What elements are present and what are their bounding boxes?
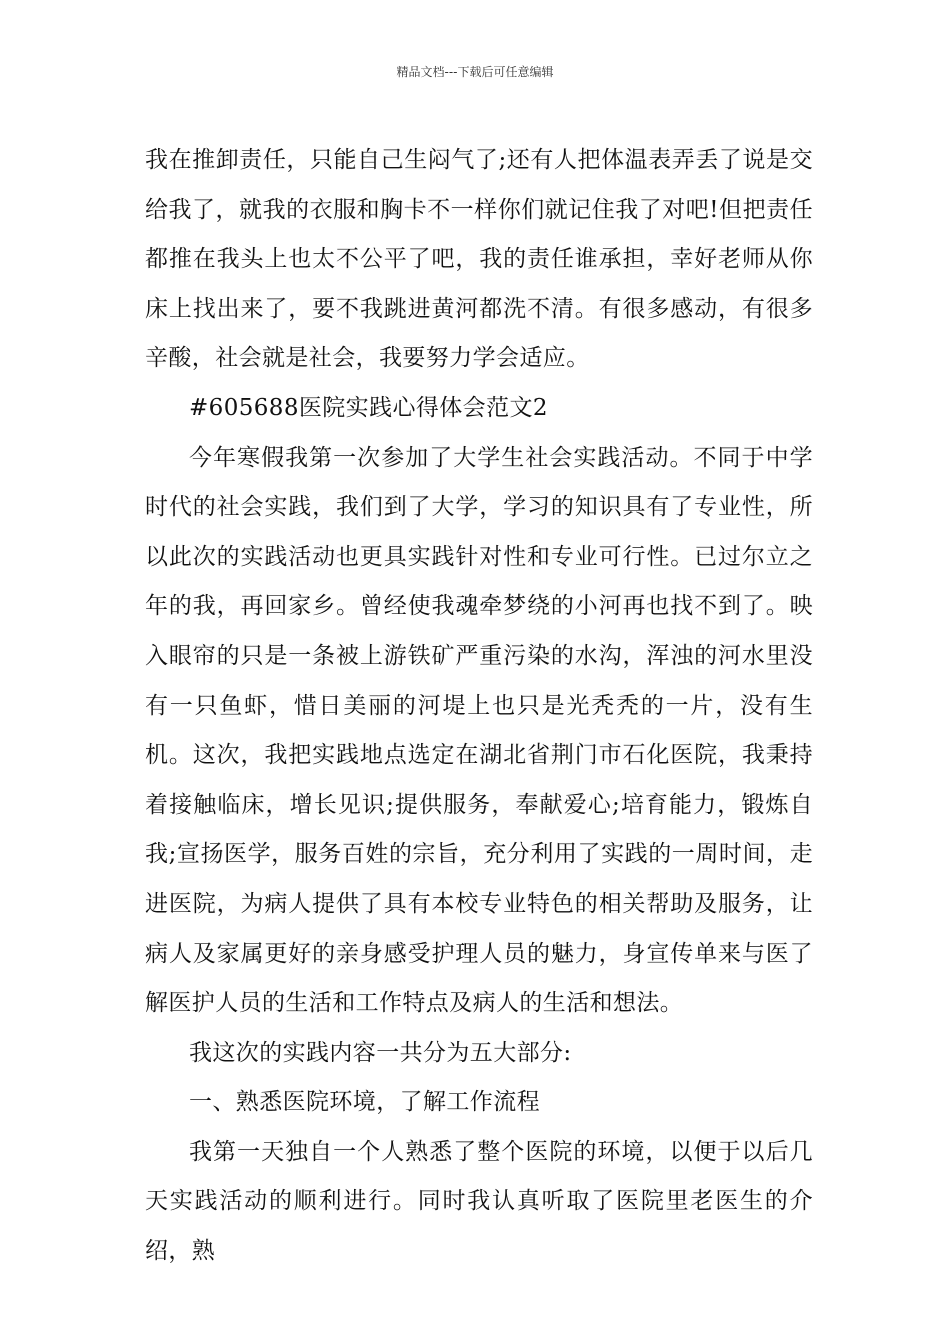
paragraph-continued: 我在推卸责任，只能自己生闷气了;还有人把体温表弄丢了说是交给我了，就我的衣服和胸卡不一样你们就记住我了对吧!但把责任都推在我头上也太不公平了吧，我的责任谁承担，幸好老师从你床上找出来了，要不我跳进黄河都洗不清。有很多感动，有很多辛酸，社会就是社会，我要努力学会适应。 (145, 147, 813, 372)
subsection-heading: 一、熟悉医院环境，了解工作流程 (189, 1089, 540, 1116)
paragraph-first-day: 我第一天独自一个人熟悉了整个医院的环境，以便于以后几天实践活动的顺利进行。同时我认真听取了医院里老医生的介绍，熟 (145, 1138, 813, 1265)
paragraph-summary: 我这次的实践内容一共分为五大部分: (189, 1039, 572, 1066)
section-heading: #605688医院实践心得体会范文2 (189, 394, 548, 421)
page-header: 精品文档---下载后可任意编辑 (396, 65, 554, 79)
document-body (145, 136, 813, 1277)
paragraph-intro: 今年寒假我第一次参加了大学生社会实践活动。不同于中学时代的社会实践，我们到了大学，学习的知识具有了专业性，所以此次的实践活动也更具实践针对性和专业可行性。已过尔立之年的我，再回家乡。曾经使我魂牵梦绕的小河再也找不到了。映入眼帘的只是一条被上游铁矿严重污染的水沟，浑浊的河水里没有一只鱼虾，惜日美丽的河堤上也只是光秃秃的一片，没有生机。这次，我把实践地点选定在湖北省荆门市石化医院，我秉持着接触临床，增长见识;提供服务，奉献爱心;培育能力，锻炼自我;宣扬医学，服务百姓的宗旨，充分利用了实践的一周时间，走进医院，为病人提供了具有本校专业特色的相关帮助及服务，让病人及家属更好的亲身感受护理人员的魅力，身宣传单来与医了解医护人员的生活和工作特点及病人的生活和想法。 (145, 444, 813, 1017)
